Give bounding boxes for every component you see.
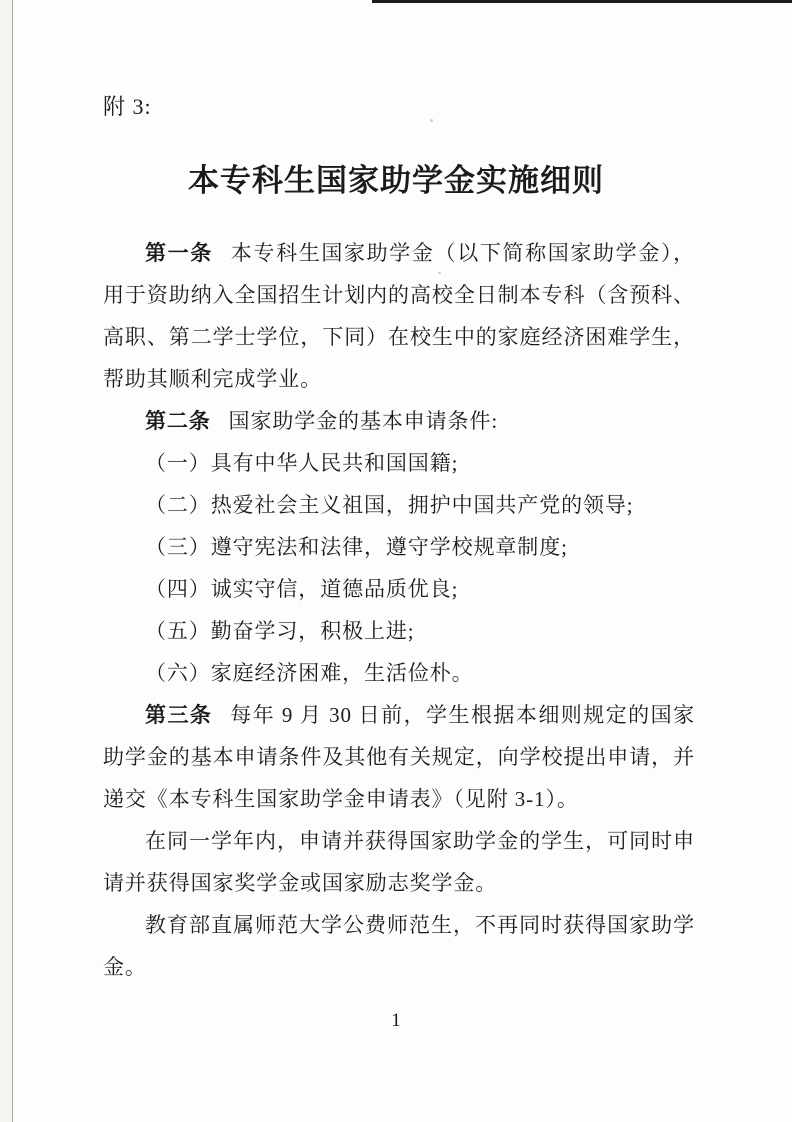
page-number: 1: [391, 1010, 401, 1031]
para-normal-university-rule-text: 教育部直属师范大学公费师范生，不再同时获得国家助学金。: [103, 913, 695, 979]
article-3-number: 第三条: [145, 703, 213, 727]
condition-item-2: [103, 484, 695, 526]
scan-edge-artifact-top: [372, 0, 792, 3]
condition-item-5-text: （五）勤奋学习，积极上进;: [145, 619, 415, 643]
condition-item-5: [103, 610, 695, 652]
condition-item-1: [103, 442, 695, 484]
para-article-3-text: 每年 9 月 30 日前，学生根据本细则规定的国家助学金的基本申请条件及其他有关规定，向学校提出申请，并递交《本专科生国家助学金申请表》（见附 3-1）。: [103, 703, 696, 811]
para-article-2-text: 国家助学金的基本申请条件:: [228, 409, 499, 433]
para-article-3: [103, 694, 695, 820]
condition-item-4: [103, 568, 695, 610]
para-article-1-text: 本专科生国家助学金（以下简称国家助学金），用于资助纳入全国招生计划内的高校全日制本专科（含预科、高职、第二学士学位，下同）在校生中的家庭经济困难学生，帮助其顺利完成学业。: [103, 241, 696, 391]
para-same-year-rule-text: 在同一学年内，申请并获得国家助学金的学生，可同时申请并获得国家奖学金或国家励志奖学金。: [103, 829, 695, 895]
para-article-1: [103, 232, 695, 400]
document-title: 本专科生国家助学金实施细则: [188, 163, 604, 198]
scan-speck: [430, 119, 433, 122]
article-2-number: 第二条: [145, 409, 211, 433]
document-body: [103, 232, 695, 988]
para-same-year-rule: [103, 820, 695, 904]
condition-item-1-text: （一）具有中华人民共和国国籍;: [145, 451, 459, 475]
condition-item-2-text: （二）热爱社会主义祖国，拥护中国共产党的领导;: [145, 493, 634, 517]
attachment-label: 附 3:: [103, 94, 152, 119]
condition-item-6-text: （六）家庭经济困难，生活俭朴。: [145, 661, 474, 685]
condition-item-3-text: （三）遵守宪法和法律，遵守学校规章制度;: [145, 535, 568, 559]
para-article-2: [103, 400, 695, 442]
condition-item-3: [103, 526, 695, 568]
condition-item-4-text: （四）诚实守信，道德品质优良;: [145, 577, 459, 601]
para-normal-university-rule: [103, 904, 695, 988]
condition-item-6: [103, 652, 695, 694]
article-1-number: 第一条: [145, 241, 213, 265]
